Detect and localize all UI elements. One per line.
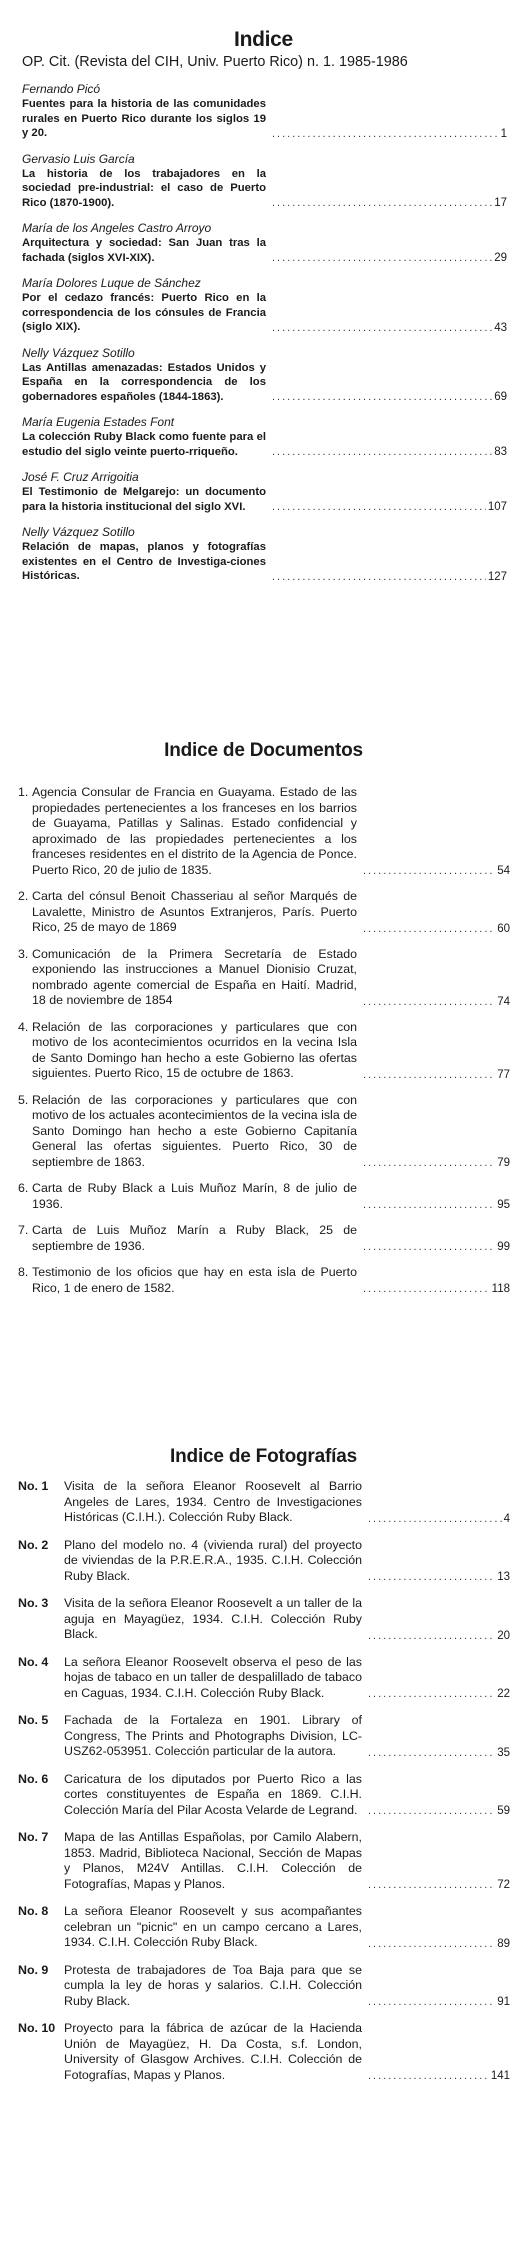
page-number: 59 [497,1805,510,1817]
article-entry [22,415,507,459]
page-number: 29 [494,252,507,264]
document-entry [18,1181,510,1212]
article-title: La colección Ruby Black como fuente para el estudio del siglo veinte puerto-rriqueño. [22,431,266,458]
document-text: Carta del cónsul Benoit Chasseriau al señor Marqués de Lavalette, Ministro de Asuntos Extranjeros, París. Puerto Rico, 25 de mayo de 1869 [32,889,357,934]
article-author: Fernando Picó [22,82,101,96]
photo-caption: Mapa de las Antillas Españolas, por Camilo Alabern, 1853. Madrid, Biblioteca Nacional, Sección de Mapas y Planos, M24V Antillas. C.I.H. Colección de Fotografías, Mapas y Planos. [64,1830,362,1891]
dot-leader [368,1570,495,1584]
document-entry [18,1093,510,1171]
page-number: 4 [503,1512,510,1525]
documents-heading: Indice de Documentos [164,740,363,761]
dot-leader [272,321,492,335]
page-subtitle: OP. Cit. (Revista del CIH, Univ. Puerto Rico) n. 1. 1985-1986 [22,54,408,70]
page-number: 79 [497,1157,510,1169]
page-number: 74 [497,995,510,1008]
article-entry [22,276,507,335]
document-text: Relación de las corporaciones y particulares que con motivo de los actuales acontecimientos de la vecina isla de Santo Domingo han hecho a este Gobierno Capitanía General las ofertas siguientes. Puerto Rico, 30 de septiembre de 1863. [32,1092,357,1169]
document-number: 7. [18,1223,29,1237]
dot-leader [363,864,495,878]
dot-leader [272,500,486,514]
photo-caption: Visita de la señora Eleanor Roosevelt al Barrio Angeles de Lares, 1934. Centro de Investigaciones Históricas (C.I.H.). Colección Ruby Black. [64,1479,362,1524]
dot-leader [272,390,492,404]
document-text: Relación de las corporaciones y particulares que con motivo de los acontecimientos ocurridos en la vecina Isla de Santo Domingo han hecho a este Gobierno las ofertas siguientes. Puerto Rico, 15 de octubre de 1863. [32,1019,357,1080]
document-number: 8. [18,1265,29,1279]
photo-number: No. 9 [18,1962,49,1977]
dot-leader [363,1240,495,1254]
photo-number: No. 8 [18,1904,49,1918]
page-number: 91 [497,1996,510,2008]
document-number: 3. [18,946,29,961]
document-text: Carta de Ruby Black a Luis Muñoz Marín, 8 de julio de 1936. [32,1181,357,1211]
page-number: 77 [497,1068,510,1081]
page-number: 118 [491,1283,510,1295]
page-number: 99 [497,1241,510,1253]
page-number: 83 [494,446,507,458]
document-entry [18,1223,510,1254]
article-author: José F. Cruz Arrigoitia [22,470,139,484]
document-entry [18,889,510,936]
photo-entry [18,1904,510,1951]
page-number: 13 [497,1571,510,1583]
photo-entry [18,1830,510,1892]
photo-entry [18,1538,510,1585]
photo-caption: Visita de la señora Eleanor Roosevelt a un taller de la aguja en Mayagüez, 1934. C.I.H. Colección Ruby Black. [64,1596,362,1641]
article-title: Arquitectura y sociedad: San Juan tras la fachada (siglos XVI-XIX). [22,237,266,264]
document-number: 4. [18,1019,29,1034]
dot-leader [272,127,499,141]
photo-number: No. 3 [18,1596,49,1610]
dot-leader [368,1629,495,1643]
article-entry [22,525,507,584]
page-number: 95 [497,1199,510,1211]
dot-leader [368,1746,495,1760]
photo-caption: Fachada de la Fortaleza en 1901. Library of Congress, The Prints and Photographs Division, LC-USZ62-053951. Colección particular de la autora. [64,1713,362,1758]
photos-heading: Indice de Fotografías [170,1446,357,1467]
page-number: 22 [497,1688,510,1700]
document-entry [18,947,510,1009]
article-author: Nelly Vázquez Sotillo [22,345,135,360]
page-number: 127 [487,570,507,583]
document-text: Comunicación de la Primera Secretaría de Estado exponiendo las instrucciones a Manuel Dionisio Cruzat, nombrado agente comercial de España en Haití. Madrid, 18 de noviembre de 1854 [32,946,357,1007]
page-number: 54 [497,865,510,877]
dot-leader [363,1282,490,1296]
dot-leader [368,1937,495,1951]
page-number: 20 [497,1629,510,1642]
photo-entry [18,1596,510,1643]
dot-leader [363,922,495,936]
photo-number: No. 1 [18,1479,49,1493]
page-number: 43 [494,321,507,334]
article-entry [22,221,507,265]
document-number: 5. [18,1092,29,1107]
article-author: Nelly Vázquez Sotillo [22,525,135,539]
photo-caption: La señora Eleanor Roosevelt y sus acompañantes celebran un "picnic" en un campo cercano a Lares, 1934. C.I.H. Colección Ruby Black. [64,1904,362,1949]
article-entry [22,346,507,405]
dot-leader [368,1804,495,1818]
photo-number: No. 6 [18,1771,49,1786]
document-entry [18,785,510,878]
article-title: Relación de mapas, planos y fotografías existentes en el Centro de Investiga-ciones Históricas. [22,541,266,582]
photo-entry [18,1713,510,1760]
dot-leader [368,1512,502,1526]
document-number: 2. [18,889,29,903]
article-title: El Testimonio de Melgarejo: un documento para la historia institucional del siglo XVI. [22,486,266,513]
dot-leader [363,1156,495,1170]
page-number: 72 [497,1879,510,1891]
document-text: Carta de Luis Muñoz Marín a Ruby Black, 25 de septiembre de 1936. [32,1223,357,1253]
article-author: María de los Angeles Castro Arroyo [22,221,212,235]
document-number: 6. [18,1181,29,1195]
article-entry [22,82,507,141]
page-number: 17 [494,197,507,209]
document-entry [18,1265,510,1296]
photo-caption: La señora Eleanor Roosevelt observa el peso de las hojas de tabaco en un taller de despalillado de tabaco en Caguas, 1934. C.I.H. Colección Ruby Black. [64,1654,362,1700]
article-author: Gervasio Luis García [22,151,135,166]
dot-leader [368,2069,489,2083]
page-number: 60 [497,922,510,935]
photo-caption: Plano del modelo no. 4 (vivienda rural) del proyecto de viviendas de la P.R.E.R.A., 1935. C.I.H. Colección Ruby Black. [64,1537,362,1583]
photos-list [18,1479,510,2095]
dot-leader [363,1198,495,1212]
photo-number: No. 5 [18,1713,49,1727]
photo-caption: Caricatura de los diputados por Puerto Rico a las cortes constituyentes de España en 1869. C.I.H. Colección María del Pilar Acosta Velarde de Legrand. [64,1771,362,1817]
photo-caption: Proyecto para la fábrica de azúcar de la Hacienda Unión de Mayagüez, H. Da Costa, s.f. London, University of Glasgow Archives. C.I.H. Colección de Fotografías, Mapas y Planos. [64,2021,362,2082]
photo-number: No. 7 [18,1830,49,1844]
article-title: Las Antillas amenazadas: Estados Unidos y España en la correspondencia de los gobernadores españoles (1844-1863). [22,361,266,403]
article-title: Por el cedazo francés: Puerto Rico en la correspondencia de los cónsules de Francia (siglo XIX). [22,292,266,333]
dot-leader [272,570,486,584]
page-title: Indice [234,28,293,51]
articles-list [22,82,507,595]
dot-leader [368,1687,495,1701]
photo-number: No. 2 [18,1537,49,1552]
photo-entry [18,1772,510,1819]
article-title: La historia de los trabajadores en la sociedad pre-industrial: el caso de Puerto Rico (1870-1900). [22,167,266,209]
dot-leader [272,196,492,210]
dot-leader [272,445,492,459]
document-number: 1. [18,785,29,799]
photo-entry [18,1963,510,2010]
document-text: Agencia Consular de Francia en Guayama. Estado de las propiedades pertenecientes a los franceses en los barrios de Guayama, Patillas y Salinas. Estado confidencial y aproximado de las propiedades pertenecientes a los franceses residentes en el distrito de la Agencia de Ponce. Puerto Rico, 20 de julio de 1835. [32,785,357,877]
page-number: 89 [497,1937,510,1950]
article-title: Fuentes para la historia de las comunidades rurales en Puerto Rico durante los siglos 19 y 20. [22,98,266,139]
article-author: María Eugenia Estades Font [22,415,175,429]
page-number: 107 [487,501,507,513]
document-text: Testimonio de los oficios que hay en esta isla de Puerto Rico, 1 de enero de 1582. [32,1265,357,1295]
article-author: María Dolores Luque de Sánchez [22,276,201,290]
page-number: 141 [490,2070,510,2082]
dot-leader [272,251,492,265]
photo-entry [18,1479,510,1526]
photo-number: No. 10 [18,2021,56,2035]
documents-list [18,785,510,1307]
photo-number: No. 4 [18,1654,49,1669]
photo-entry [18,1655,510,1702]
photo-caption: Protesta de trabajadores de Toa Baja para que se cumpla la ley de horas y salarios. C.I.H. Colección Ruby Black. [64,1962,362,2008]
photo-entry [18,2021,510,2083]
dot-leader [363,995,495,1009]
page-number: 69 [494,391,507,403]
dot-leader [368,1995,495,2009]
dot-leader [363,1068,495,1082]
page-number: 35 [497,1746,510,1759]
dot-leader [368,1878,495,1892]
article-entry [22,152,507,211]
page-number: 1 [500,127,507,140]
article-entry [22,470,507,514]
document-entry [18,1020,510,1082]
